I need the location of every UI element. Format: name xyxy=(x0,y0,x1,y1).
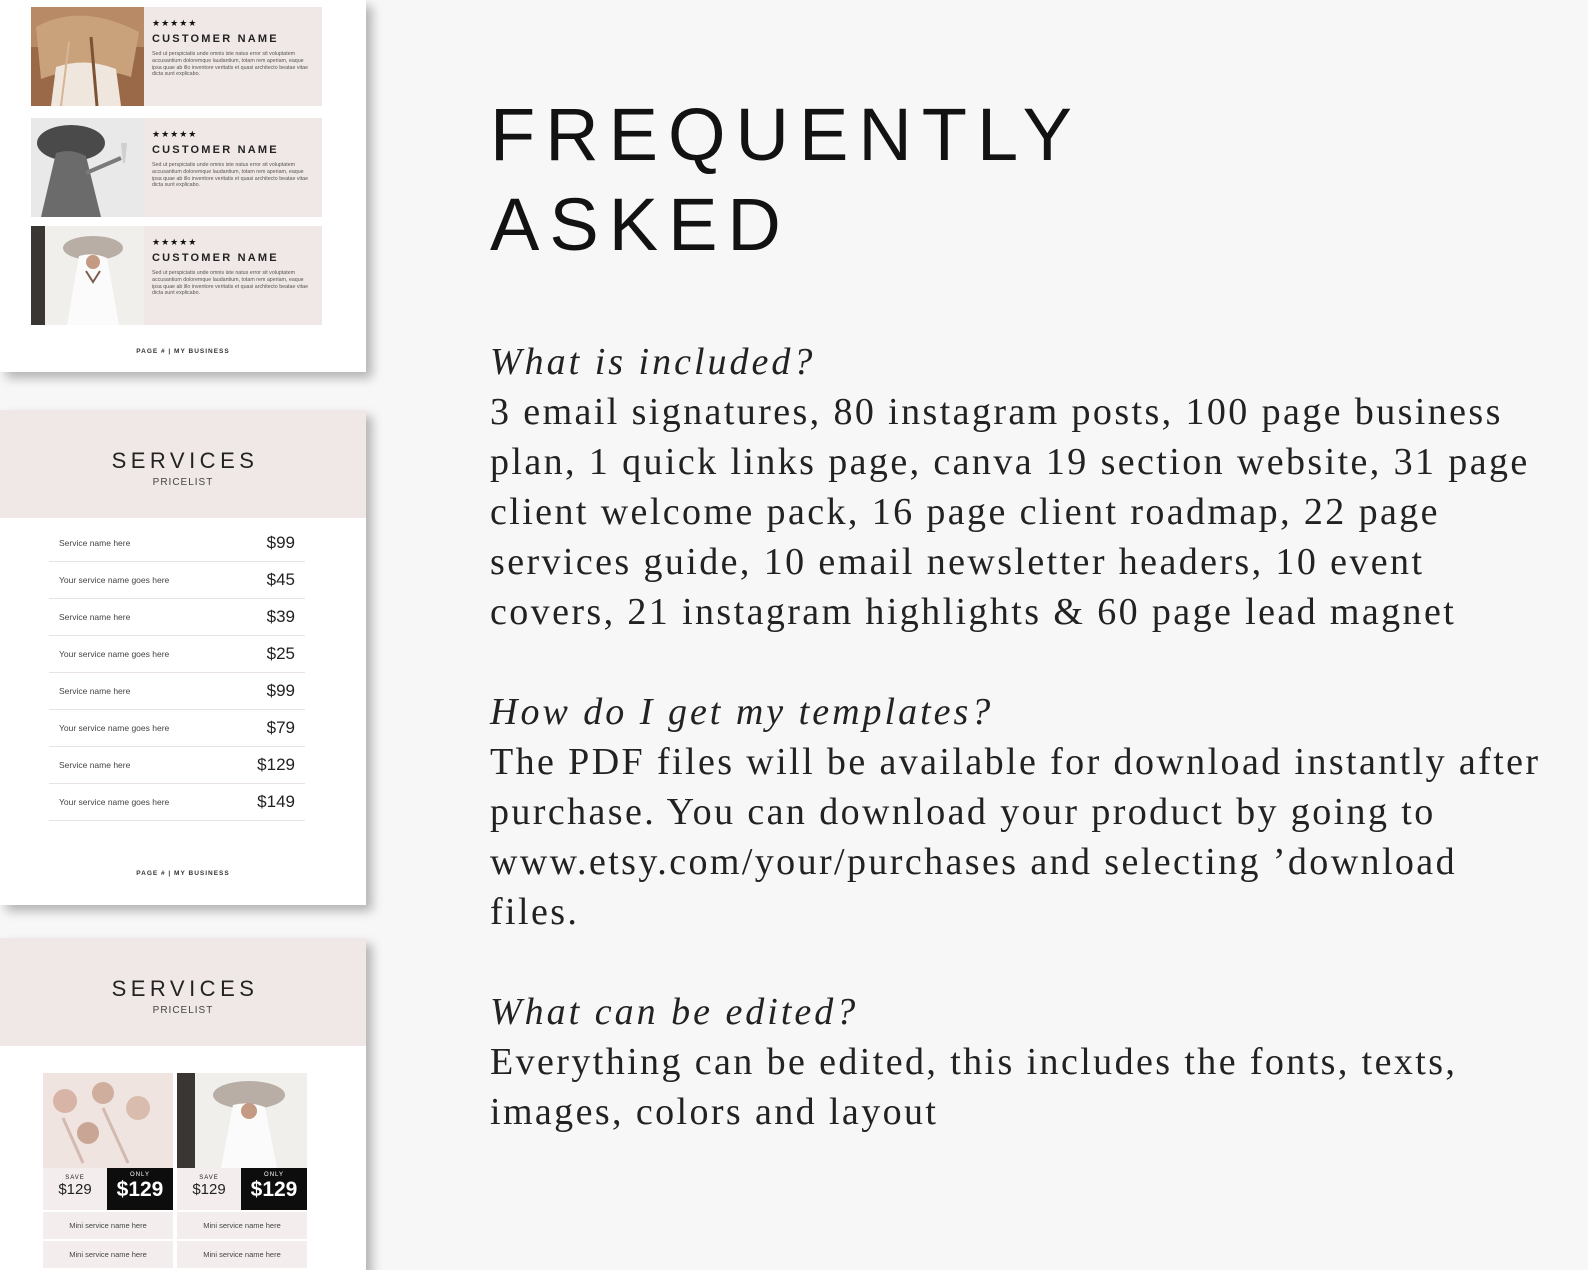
service-price: $129 xyxy=(257,755,295,774)
page-footer: PAGE # | MY BUSINESS xyxy=(136,348,230,355)
review-text: Sed ut perspiciatis unde omnis iste natus error sit voluptatem accusantium doloremque laudantium, totam rem aperiam, eaque ipsa quae ab illo inventore veritatis et quasi architecto beatae vitae dicta sunt explicabo. xyxy=(152,51,309,78)
faq-answer: Everything can be edited, this includes the fonts, texts, images, colors and layout xyxy=(490,1041,1458,1133)
price-row xyxy=(49,710,305,747)
price-row xyxy=(49,784,305,821)
page-footer: PAGE # | MY BUSINESS xyxy=(136,870,230,877)
service-price: $99 xyxy=(266,533,295,552)
service-name: Your service name goes here xyxy=(59,797,170,807)
service-name: Service name here xyxy=(59,612,131,622)
mini-service-photo xyxy=(177,1073,307,1168)
price-row xyxy=(49,747,305,784)
save-tag xyxy=(43,1168,107,1210)
reviews-page-mockup xyxy=(0,0,366,372)
faq-question: What is included? xyxy=(490,341,816,383)
customer-name: CUSTOMER NAME xyxy=(152,33,279,45)
rating-stars: ★★★★★ xyxy=(152,130,198,140)
only-tag xyxy=(107,1168,173,1210)
save-tag xyxy=(177,1168,241,1210)
services-subtitle: PRICELIST xyxy=(152,1005,214,1016)
faq-title-line: ASKED xyxy=(490,183,791,266)
services-title: SERVICES xyxy=(111,448,259,473)
review-photo xyxy=(31,226,144,325)
service-name: Your service name goes here xyxy=(59,723,170,733)
service-name: Your service name goes here xyxy=(59,575,170,585)
mini-service-row: Mini service name here xyxy=(177,1241,307,1268)
mini-service-card xyxy=(43,1073,173,1268)
only-amount: $129 xyxy=(250,1178,298,1201)
faq-item xyxy=(490,687,1550,937)
faq-question: What can be edited? xyxy=(490,991,859,1033)
service-price: $45 xyxy=(266,570,295,589)
save-label: SAVE xyxy=(65,1175,85,1181)
faq-title xyxy=(490,90,1550,270)
price-row xyxy=(49,636,305,673)
service-price: $25 xyxy=(266,644,295,663)
mini-service-row: Mini service name here xyxy=(177,1212,307,1239)
rating-stars: ★★★★★ xyxy=(152,19,198,29)
review-text: Sed ut perspiciatis unde omnis iste natus error sit voluptatem accusantium doloremque laudantium, totam rem aperiam, eaque ipsa quae ab illo inventore veritatis et quasi architecto beatae vitae dicta sunt explicabo. xyxy=(152,162,309,189)
services-page-mockup xyxy=(0,410,366,905)
review-card xyxy=(31,7,322,106)
services-header xyxy=(0,410,366,518)
price-list xyxy=(49,525,305,821)
service-name: Service name here xyxy=(59,686,131,696)
customer-name: CUSTOMER NAME xyxy=(152,144,279,156)
mini-service-row: Mini service name here xyxy=(43,1212,173,1239)
service-name: Service name here xyxy=(59,538,131,548)
review-photo xyxy=(31,118,144,217)
only-amount: $129 xyxy=(116,1178,164,1201)
services-subtitle: PRICELIST xyxy=(152,477,214,488)
service-price: $39 xyxy=(266,607,295,626)
rating-stars: ★★★★★ xyxy=(152,238,198,248)
price-row xyxy=(49,599,305,636)
save-amount: $129 xyxy=(192,1181,226,1198)
mini-service-row: Mini service name here xyxy=(43,1241,173,1268)
service-name: Service name here xyxy=(59,760,131,770)
faq-item xyxy=(490,337,1550,637)
save-label: SAVE xyxy=(199,1175,219,1181)
price-row xyxy=(49,562,305,599)
faq-question: How do I get my templates? xyxy=(490,691,994,733)
faq-section xyxy=(490,90,1550,1137)
customer-name: CUSTOMER NAME xyxy=(152,252,279,264)
faq-answer: 3 email signatures, 80 instagram posts, 100 page business plan, 1 quick links page, canva 19 section website, 31 page client welcome pack, 16 page client roadmap, 22 page services guide, 10 email newsletter headers, 10 event covers, 21 instagram highlights & 60 page lead magnet xyxy=(490,391,1530,633)
only-label: ONLY xyxy=(264,1172,284,1178)
mini-service-card xyxy=(177,1073,307,1268)
review-card xyxy=(31,118,322,217)
service-price: $79 xyxy=(266,718,295,737)
services-mini-page-mockup xyxy=(0,938,366,1270)
review-photo xyxy=(31,7,144,106)
services-header xyxy=(0,938,366,1046)
only-label: ONLY xyxy=(130,1172,150,1178)
service-price: $149 xyxy=(257,792,295,811)
faq-item xyxy=(490,987,1550,1137)
services-title: SERVICES xyxy=(111,976,259,1001)
only-tag xyxy=(241,1168,307,1210)
price-row xyxy=(49,673,305,710)
service-price: $99 xyxy=(266,681,295,700)
faq-answer: The PDF files will be available for download instantly after purchase. You can download your product by going to www.etsy.com/your/purchases and selecting ’download files. xyxy=(490,741,1541,933)
review-card xyxy=(31,226,322,325)
save-amount: $129 xyxy=(58,1181,92,1198)
faq-title-line: FREQUENTLY xyxy=(490,93,1083,176)
review-text: Sed ut perspiciatis unde omnis iste natus error sit voluptatem accusantium doloremque laudantium, totam rem aperiam, eaque ipsa quae ab illo inventore veritatis et quasi architecto beatae vitae dicta sunt explicabo. xyxy=(152,270,309,297)
service-name: Your service name goes here xyxy=(59,649,170,659)
price-row xyxy=(49,525,305,562)
mini-service-photo xyxy=(43,1073,173,1168)
